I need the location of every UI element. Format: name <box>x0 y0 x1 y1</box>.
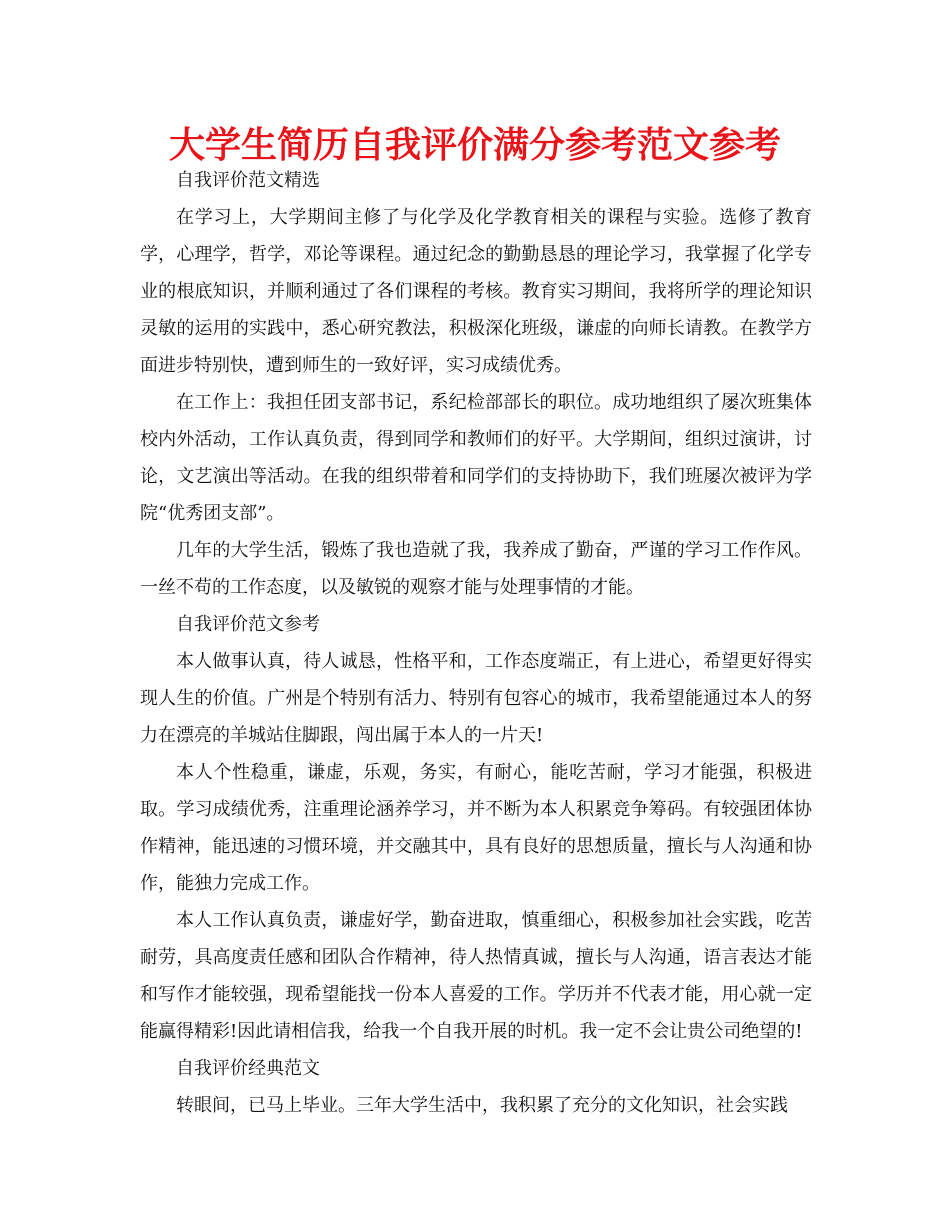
document-body <box>140 162 812 1124</box>
section-heading: 自我评价经典范文 <box>176 1058 320 1079</box>
section-heading: 自我评价范文参考 <box>176 614 320 635</box>
paragraph: 本人工作认真负责，谦虚好学，勤奋进取，慎重细心，积极参加社会实践，吃苦耐劳，具高度责任感和团队合作精神，待人热情真诚，擅长与人沟通，语言表达才能和写作才能较强，现希望能找一份本人喜爱的工作。学历并不代表才能，用心就一定能赢得精彩!因此请相信我，给我一个自我开展的时机。我一定不会让贵公司绝望的! <box>140 910 812 1042</box>
paragraph: 转眼间，已马上毕业。三年大学生活中，我积累了充分的文化知识，社会实践 <box>176 1095 788 1116</box>
paragraph: 本人做事认真，待人诚恳，性格平和，工作态度端正，有上进心，希望更好得实现人生的价值。广州是个特别有活力、特别有包容心的城市，我希望能通过本人的努力在漂亮的羊城站住脚跟，闯出属于本人的一片天! <box>140 651 812 746</box>
paragraph: 在工作上：我担任团支部书记，系纪检部部长的职位。成功地组织了屡次班集体校内外活动，工作认真负责，得到同学和教师们的好平。大学期间，组织过演讲，讨论，文艺演出等活动。在我的组织带着和同学们的支持协助下，我们班屡次被评为学院“优秀团支部”。 <box>140 392 812 524</box>
paragraph: 在学习上，大学期间主修了与化学及化学教育相关的课程与实验。选修了教育学，心理学，哲学，邓论等课程。通过纪念的勤勤恳恳的理论学习，我掌握了化学专业的根底知识，并顺利通过了各们课程的考核。教育实习期间，我将所学的理论知识灵敏的运用的实践中，悉心研究教法，积极深化班级，谦虚的向师长请教。在教学方面进步特别快，遭到师生的一致好评，实习成绩优秀。 <box>140 207 812 376</box>
document-title: 大学生简历自我评价满分参考范文参考 <box>168 125 781 166</box>
section-heading: 自我评价范文精选 <box>176 170 320 191</box>
paragraph: 本人个性稳重，谦虚，乐观，务实，有耐心，能吃苦耐，学习才能强，积极进取。学习成绩优秀，注重理论涵养学习，并不断为本人积累竞争筹码。有较强团体协作精神，能迅速的习惯环境，并交融其中，具有良好的思想质量，擅长与人沟通和协作，能独力完成工作。 <box>140 762 812 894</box>
paragraph: 几年的大学生活，锻炼了我也造就了我，我养成了勤奋，严谨的学习工作作风。一丝不苟的工作态度，以及敏锐的观察才能与处理事情的才能。 <box>140 540 812 598</box>
